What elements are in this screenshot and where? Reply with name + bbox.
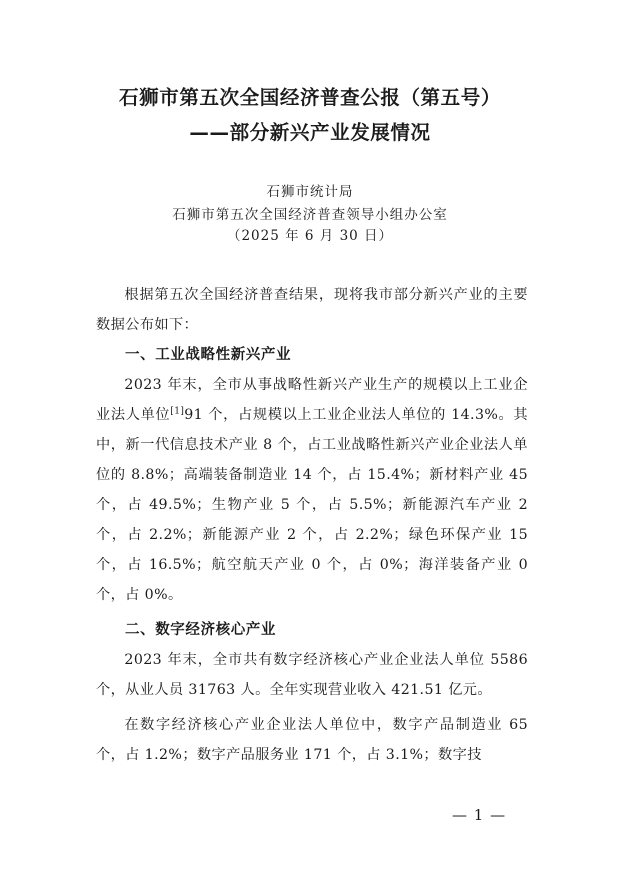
document-subtitle: ——部分新兴产业发展情况 (189, 121, 431, 144)
document-body (96, 280, 528, 770)
document-title: 石狮市第五次全国经济普查公报（第五号） (119, 86, 501, 109)
strategic-industries-paragraph (96, 370, 528, 610)
digital-economy-paragraph-1: 2023 年末，全市共有数字经济核心产业企业法人单位 5586 个，从业人员 31763 人。全年实现营业收入 421.51 亿元。 (96, 652, 528, 698)
issuer-census-office: 石狮市第五次全国经济普查领导小组办公室 (172, 207, 448, 223)
page-number: — 1 — (452, 806, 507, 824)
intro-paragraph: 根据第五次全国经济普查结果，现将我市部分新兴产业的主要数据公布如下： (96, 287, 528, 333)
digital-economy-paragraph-2: 在数字经济核心产业企业法人单位中，数字产品制造业 65 个，占 1.2%；数字产品服务业 171 个，占 3.1%；数字技 (96, 717, 528, 763)
section-heading-digital-economy: 二、数字经济核心产业 (125, 622, 276, 638)
issuer-statistics-bureau: 石狮市统计局 (266, 184, 354, 200)
publication-date: （2025 年 6 月 30 日） (226, 228, 394, 244)
footnote-marker[interactable]: [1] (170, 406, 185, 417)
strategic-text-part1: 2023 年末，全市从事战略性新兴产业生产的规模以上工业企业法人单位 (96, 377, 528, 423)
section-heading-strategic-industries: 一、工业战略性新兴产业 (125, 347, 292, 363)
strategic-text-part2: 91 个，占规模以上工业企业法人单位的 14.3%。其中，新一代信息技术产业 8 个，占工业战略性新兴产业企业法人单位的 8.8%；高端装备制造业 14 个，占 15.4%；新材料产业 45 个，占 49.5%；生物产业 5 个，占 5.5%；新能源汽车产业 2 个，占 2.2%；新能源产业 2 个，占 2.2%；绿色环保产业 15 个，占 16.5%；航空航天产业 0 个，占 0%；海洋装备产业 0 个，占 0%。 (96, 407, 528, 603)
